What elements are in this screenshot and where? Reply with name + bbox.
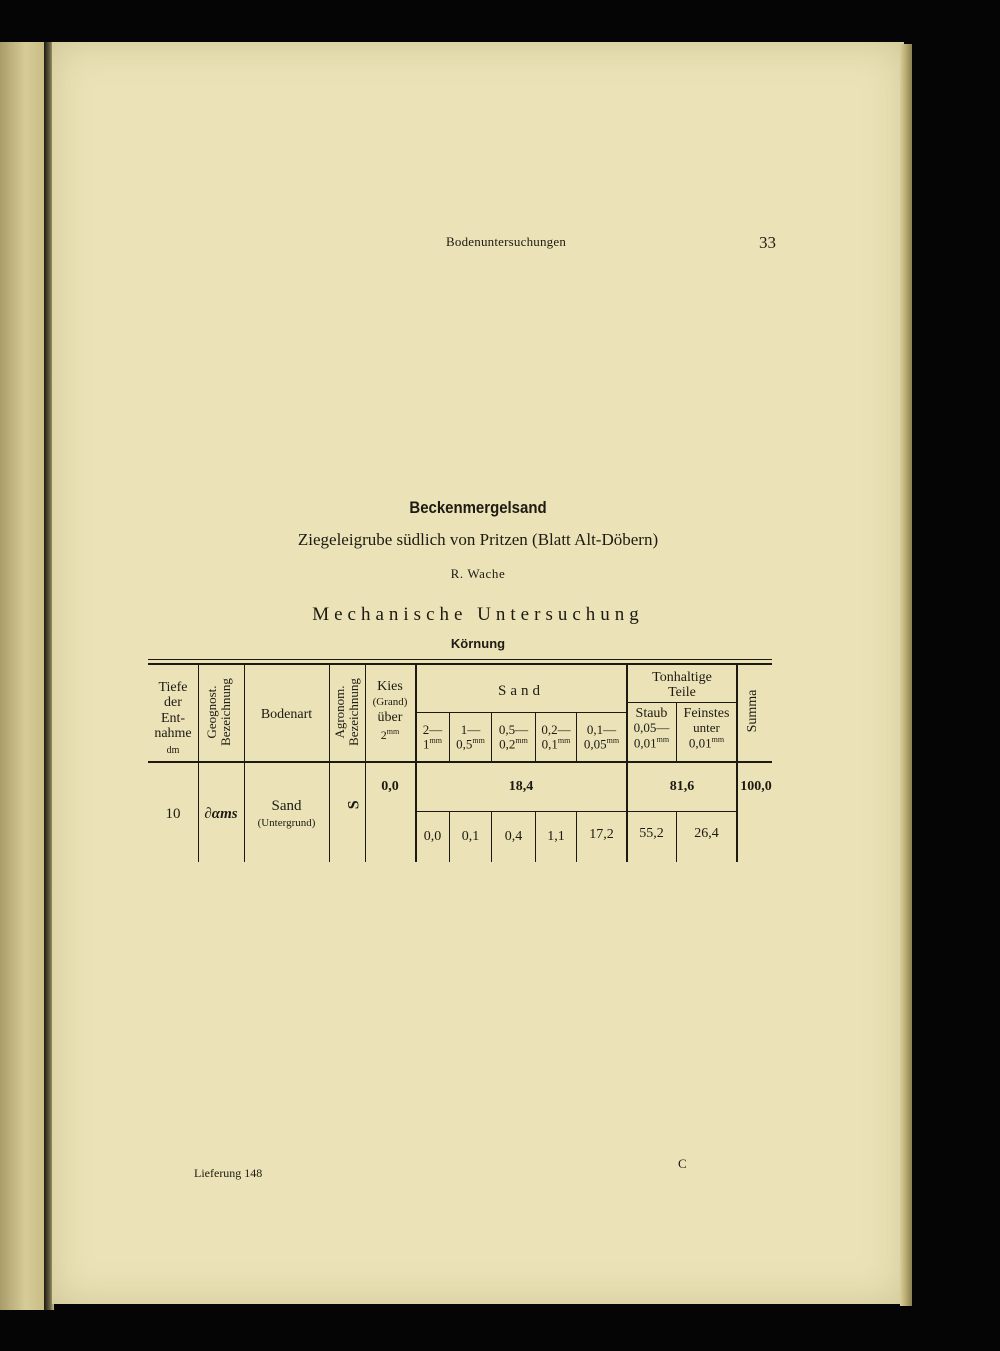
cell-sand-5: 17,2 [589,827,614,842]
cell-tiefe: 10 [165,806,181,822]
subsection-heading: Körnung [450,636,506,651]
section-heading: Mechanische Untersuchung [312,604,644,625]
cell-bodenart: Sand (Untergrund) [257,798,316,829]
header-kies: Kies (Grand) über $2^{mm}$ [372,679,408,742]
sand-fraction-1: 2— $1^{mm}$ [422,722,443,752]
cell-agronom: S [345,800,363,810]
page-subtitle: Ziegeleigrube südlich von Pritzen (Blatt Alt-Döbern) [297,530,659,549]
cell-sand-1: 0,0 [423,829,442,844]
header-bottom-rule [148,761,772,763]
cell-sand-total: 18,4 [508,779,534,794]
page-number: 33 [759,233,776,252]
running-head: Bodenuntersuchungen [446,234,567,249]
cell-summa: 100,0 [740,779,772,794]
header-summa: Summa [745,689,760,733]
left-page-edge [0,42,46,1310]
col-rule-2 [244,665,245,862]
header-tiefe: Tiefe der Ent- nahme dm [154,680,192,756]
sand-fraction-2: 1— $0,5^{mm}$ [456,722,485,752]
cell-sand-3: 0,4 [504,829,523,844]
cell-sand-4: 1,1 [547,829,565,844]
table-top-rule-double [148,663,772,665]
cell-ton-total: 81,6 [669,779,695,794]
header-staub: Staub 0,05— $0,01^{mm}$ [633,706,670,751]
page-title: Beckenmergelsand [409,498,547,517]
sand-subheader-rule [416,712,626,713]
footer-signature: C [678,1156,687,1171]
sand-fraction-3: 0,5— $0,2^{mm}$ [498,722,529,752]
col-rule-3 [329,665,330,862]
col-rule-1 [198,665,199,862]
footer-delivery: Lieferung 148 [194,1166,263,1180]
author-line: R. Wache [450,566,506,581]
header-bodenart: Bodenart [260,707,313,722]
header-feinstes: Feinstes unter $0,01^{mm}$ [683,706,730,751]
page-edge-stack [900,44,912,1306]
cell-geognost: ∂αms [204,806,238,822]
header-tonhaltige: Tonhaltige Teile [652,670,712,701]
header-geognost: Geognost. Bezeichnung [204,678,233,746]
book-page [52,42,904,1304]
table-top-rule [148,659,772,660]
sand-fraction-4: 0,2— $0,1^{mm}$ [541,722,571,752]
cell-staub: 55,2 [639,826,664,841]
cell-kies: 0,0 [381,779,399,794]
cell-feinstes: 26,4 [694,826,719,841]
sand-fraction-5: 0,1— $0,05^{mm}$ [583,722,620,752]
cell-sand-2: 0,1 [461,829,480,844]
ton-subheader-rule [626,702,736,703]
header-sand: Sand [498,683,544,699]
header-agronom: Agronom. Bezeichnung [332,678,361,746]
